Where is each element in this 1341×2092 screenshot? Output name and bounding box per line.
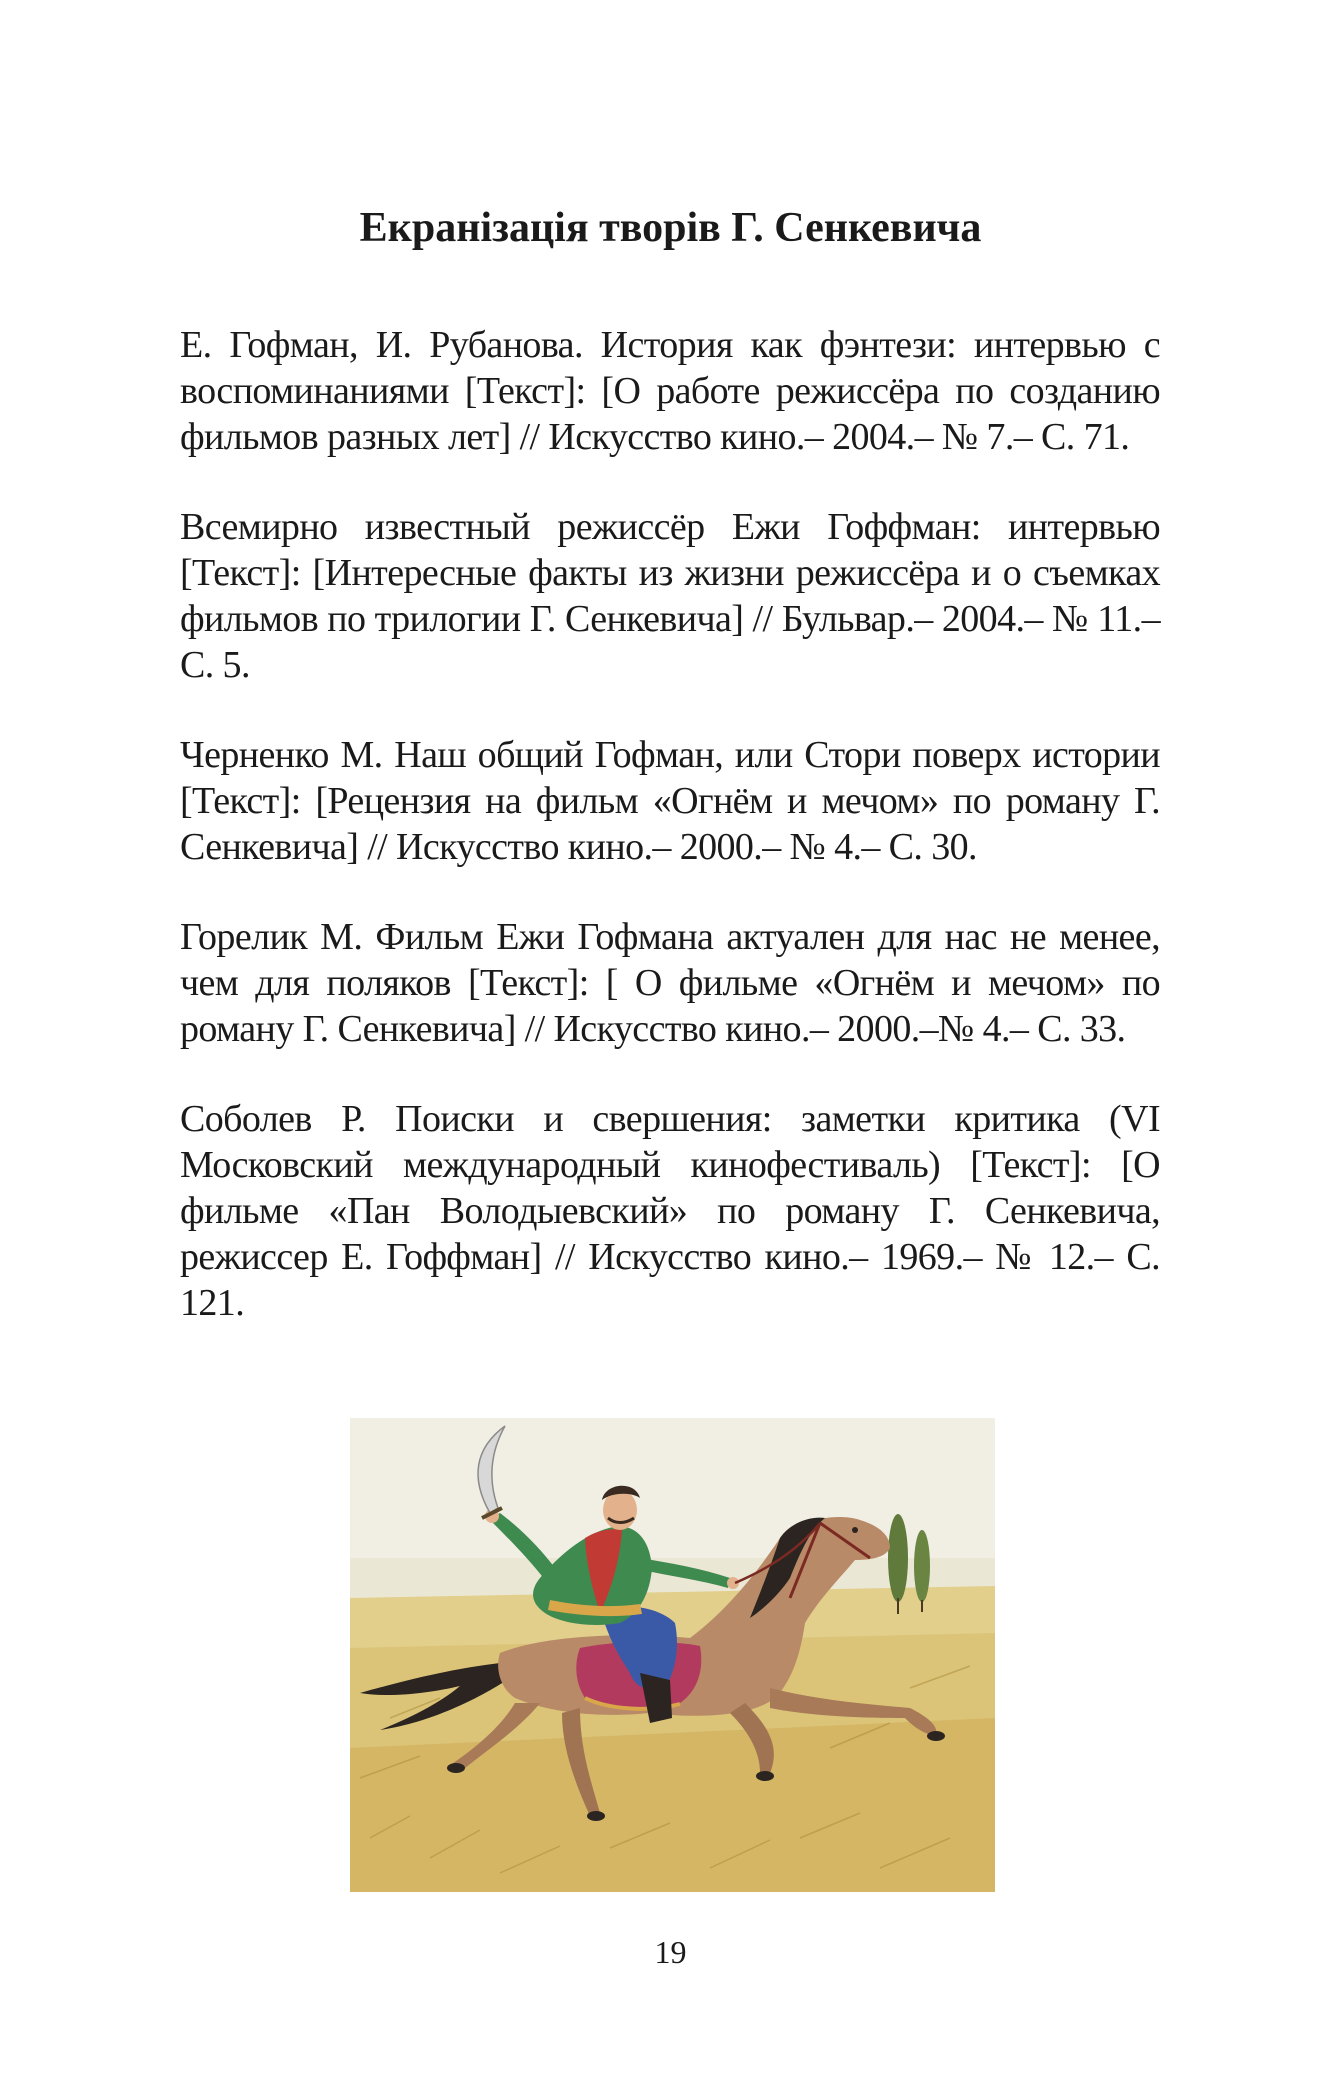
bibliography-entry: Всемирно известный режиссёр Ежи Гоффман: интервью [Текст]: [Интересные факты из жизни режиссёра и о съемках фильмов по трилогии Г. Сенкевича] // Бульвар.– 2004.– № 11.– С. 5.: [180, 506, 1160, 686]
bibliography-entry: Черненко М. Наш общий Гофман, или Стори поверх истории [Текст]: [Рецензия на фильм «Огнём и мечом» по роману Г. Сенкевича] // Искусство кино.– 2000.– № 4.– С. 30.: [180, 734, 1160, 868]
page-number: 19: [654, 1934, 687, 1970]
bibliography-list: [180, 322, 1160, 1370]
bibliography-entry: Е. Гофман, И. Рубанова. История как фэнтези: интервью с воспоминаниями [Текст]: [О работе режиссёра по созданию фильмов разных лет] // Искусство кино.– 2004.– № 7.– С. 71.: [180, 324, 1160, 458]
poplar-tree: [888, 1514, 908, 1602]
cossack-horseman-drawing-icon: [350, 1418, 995, 1892]
bibliography-entry: Соболев Р. Поиски и свершения: заметки критика (VI Московский международный кинофестиваль) [Текст]: [О фильме «Пан Володыевский» по роману Г. Сенкевича, режиссер Е. Гоффман] // Искусство кино.– 1969.– № 12.– С. 121.: [180, 1098, 1160, 1324]
poplar-tree: [914, 1530, 930, 1602]
bibliography-entry: Горелик М. Фильм Ежи Гофмана актуален для нас не менее, чем для поляков [Текст]: [ О фильме «Огнём и мечом» по роману Г. Сенкевича] // Искусство кино.– 2000.–№ 4.– С. 33.: [180, 916, 1160, 1050]
page-title: Екранізація творів Г. Сенкевича: [359, 205, 982, 251]
